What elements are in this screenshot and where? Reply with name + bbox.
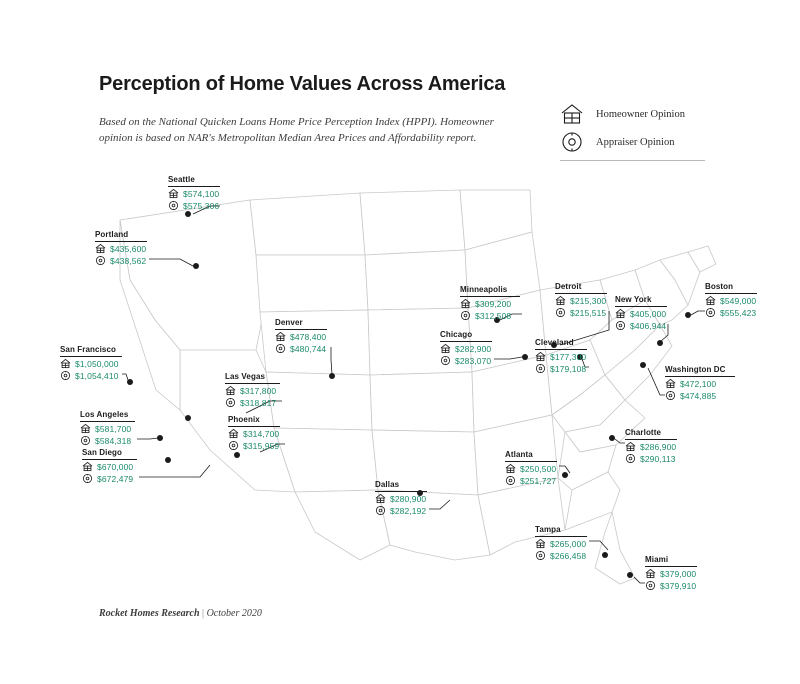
legend-item-appraiser <box>560 128 705 156</box>
house-icon <box>560 103 584 125</box>
homeowner-value: $670,000 <box>97 461 134 472</box>
homeowner-value: $1,050,000 <box>75 358 119 369</box>
city-underline <box>225 383 280 384</box>
usa-map <box>60 160 760 600</box>
city-name: Washington DC <box>665 365 726 374</box>
appraiser-value: $584,318 <box>95 435 132 446</box>
footer-source: Rocket Homes Research <box>99 608 200 619</box>
city-label <box>82 448 137 484</box>
city-label <box>225 372 280 408</box>
appraiser-target-icon <box>535 550 546 561</box>
city-underline <box>505 461 557 462</box>
label-leader-line <box>634 577 645 583</box>
city-name: Boston <box>705 282 734 291</box>
appraiser-value-row <box>225 397 280 408</box>
homeowner-value: $309,200 <box>475 298 512 309</box>
appraiser-value-row <box>645 580 697 591</box>
city-label <box>460 285 520 321</box>
appraiser-target-icon <box>95 255 106 266</box>
city-marker-dot[interactable] <box>522 354 528 360</box>
appraiser-target-icon <box>375 505 386 516</box>
city-label <box>80 410 135 446</box>
appraiser-value-row <box>705 307 757 318</box>
house-icon <box>60 358 71 369</box>
appraiser-value-row <box>80 435 135 446</box>
appraiser-value-row <box>60 370 122 381</box>
appraiser-value: $318,817 <box>240 397 277 408</box>
appraiser-target-icon <box>275 343 286 354</box>
page-title: Perception of Home Values Across America <box>99 73 506 96</box>
house-icon <box>615 308 626 319</box>
city-underline <box>375 491 427 492</box>
label-leader-line <box>648 368 665 395</box>
appraiser-value-row <box>375 505 427 516</box>
homeowner-value: $574,100 <box>183 188 220 199</box>
city-name: Phoenix <box>228 415 260 424</box>
appraiser-value: $283,070 <box>455 355 492 366</box>
label-leader-line <box>139 465 210 477</box>
house-icon <box>80 423 91 434</box>
appraiser-value: $179,108 <box>550 363 587 374</box>
house-icon <box>665 378 676 389</box>
house-icon <box>228 428 239 439</box>
house-icon <box>95 243 106 254</box>
homeowner-value: $581,700 <box>95 423 132 434</box>
homeowner-value-row <box>625 441 677 452</box>
city-marker-dot[interactable] <box>329 373 335 379</box>
house-icon <box>168 188 179 199</box>
city-underline <box>555 293 607 294</box>
appraiser-value: $251,727 <box>520 475 557 486</box>
city-marker-dot[interactable] <box>193 263 199 269</box>
appraiser-value-row <box>555 307 607 318</box>
legend <box>560 100 705 156</box>
city-underline <box>82 459 137 460</box>
appraiser-value: $215,515 <box>570 307 607 318</box>
label-leader-line <box>331 347 332 374</box>
house-icon <box>535 538 546 549</box>
house-icon <box>225 385 236 396</box>
city-name: Minneapolis <box>460 285 508 294</box>
city-marker-dot[interactable] <box>562 472 568 478</box>
label-leader-line <box>589 541 608 550</box>
city-label <box>168 175 220 211</box>
city-label <box>535 338 587 374</box>
homeowner-value: $435,600 <box>110 243 147 254</box>
city-underline <box>535 536 587 537</box>
appraiser-value: $379,910 <box>660 580 697 591</box>
appraiser-value: $672,479 <box>97 473 134 484</box>
house-icon <box>82 461 93 472</box>
label-leader-line <box>691 311 705 315</box>
city-marker-dot[interactable] <box>609 435 615 441</box>
homeowner-value-row <box>535 538 587 549</box>
appraiser-value-row <box>535 363 587 374</box>
city-underline <box>645 566 697 567</box>
city-label <box>535 525 587 561</box>
appraiser-target-icon <box>705 307 716 318</box>
appraiser-value-row <box>95 255 147 266</box>
city-name: Los Angeles <box>80 410 129 419</box>
house-icon <box>440 343 451 354</box>
page-subtitle: Based on the National Quicken Loans Home Price Perception Index (HPPI). Homeowner opinion is based on NAR's Metropolitan Median Area Prices and Affordability report. <box>99 116 494 144</box>
city-underline <box>615 306 667 307</box>
city-name: Las Vegas <box>225 372 266 381</box>
appraiser-value-row <box>168 200 220 211</box>
city-label <box>228 415 280 451</box>
appraiser-value: $575,306 <box>183 200 220 211</box>
homeowner-value-row <box>645 568 697 579</box>
appraiser-target-icon <box>440 355 451 366</box>
homeowner-value-row <box>95 243 147 254</box>
appraiser-value-row <box>615 320 667 331</box>
city-label <box>375 480 427 516</box>
appraiser-value: $555,423 <box>720 307 757 318</box>
city-underline <box>60 356 122 357</box>
city-name: Seattle <box>168 175 195 184</box>
appraiser-target-icon <box>645 580 656 591</box>
city-label <box>275 318 327 354</box>
homeowner-value: $472,100 <box>680 378 717 389</box>
appraiser-target-icon <box>560 131 584 153</box>
city-marker-dot[interactable] <box>602 552 608 558</box>
city-label <box>440 330 492 366</box>
appraiser-value-row <box>505 475 557 486</box>
homeowner-value-row <box>168 188 220 199</box>
homeowner-value-row <box>275 331 327 342</box>
appraiser-value: $290,113 <box>640 453 676 464</box>
house-icon <box>625 441 636 452</box>
city-underline <box>80 421 135 422</box>
city-label <box>505 450 557 486</box>
homeowner-value-row <box>82 461 137 472</box>
appraiser-value-row <box>440 355 492 366</box>
house-icon <box>535 351 546 362</box>
city-marker-dot[interactable] <box>157 435 163 441</box>
city-label <box>645 555 697 591</box>
map-leaders-and-dots <box>60 160 760 600</box>
homeowner-value-row <box>225 385 280 396</box>
footer-separator: | <box>202 608 205 619</box>
house-icon <box>505 463 516 474</box>
appraiser-value-row <box>665 390 735 401</box>
house-icon <box>705 295 716 306</box>
city-marker-dot[interactable] <box>627 572 633 578</box>
appraiser-value: $1,054,410 <box>75 370 119 381</box>
city-marker-dot[interactable] <box>657 340 663 346</box>
city-marker-dot[interactable] <box>234 452 240 458</box>
city-underline <box>168 186 220 187</box>
homeowner-value: $265,000 <box>550 538 587 549</box>
appraiser-target-icon <box>80 435 91 446</box>
city-underline <box>625 439 677 440</box>
city-name: Cleveland <box>535 338 574 347</box>
appraiser-value: $406,944 <box>630 320 667 331</box>
city-underline <box>460 296 520 297</box>
city-name: San Francisco <box>60 345 116 354</box>
city-marker-dot[interactable] <box>127 379 133 385</box>
homeowner-value-row <box>665 378 735 389</box>
appraiser-value-row <box>460 310 520 321</box>
label-leader-line <box>137 438 158 439</box>
label-leader-line <box>149 259 193 266</box>
label-leader-line <box>494 357 522 359</box>
appraiser-value: $438,562 <box>110 255 147 266</box>
legend-item-homeowner <box>560 100 705 128</box>
legend-label-homeowner: Homeowner Opinion <box>596 108 685 120</box>
homeowner-value-row <box>375 493 427 504</box>
appraiser-target-icon <box>505 475 516 486</box>
appraiser-value: $282,192 <box>390 505 427 516</box>
label-leader-line <box>429 500 450 509</box>
appraiser-value-row <box>82 473 137 484</box>
homeowner-value: $549,000 <box>720 295 757 306</box>
city-label <box>615 295 667 331</box>
appraiser-value-row <box>228 440 280 451</box>
homeowner-value: $282,900 <box>455 343 492 354</box>
house-icon <box>555 295 566 306</box>
appraiser-target-icon <box>625 453 636 464</box>
city-name: Miami <box>645 555 669 564</box>
homeowner-value-row <box>80 423 135 434</box>
appraiser-value-row <box>625 453 677 464</box>
city-label <box>555 282 607 318</box>
appraiser-value: $480,744 <box>290 343 327 354</box>
homeowner-value: $317,800 <box>240 385 277 396</box>
city-underline <box>535 349 587 350</box>
city-name: Tampa <box>535 525 561 534</box>
homeowner-value-row <box>440 343 492 354</box>
house-icon <box>645 568 656 579</box>
house-icon <box>275 331 286 342</box>
appraiser-target-icon <box>460 310 471 321</box>
homeowner-value-row <box>705 295 757 306</box>
house-icon <box>375 493 386 504</box>
appraiser-value: $312,508 <box>475 310 512 321</box>
city-marker-dot[interactable] <box>185 415 191 421</box>
city-name: San Diego <box>82 448 123 457</box>
city-underline <box>275 329 327 330</box>
city-marker-dot[interactable] <box>185 211 191 217</box>
city-label <box>625 428 677 464</box>
city-underline <box>705 293 757 294</box>
legend-label-appraiser: Appraiser Opinion <box>596 136 675 148</box>
city-name: Portland <box>95 230 129 239</box>
appraiser-target-icon <box>228 440 239 451</box>
city-name: Atlanta <box>505 450 533 459</box>
homeowner-value: $405,000 <box>630 308 667 319</box>
city-marker-dot[interactable] <box>685 312 691 318</box>
city-name: New York <box>615 295 652 304</box>
appraiser-target-icon <box>665 390 676 401</box>
homeowner-value-row <box>615 308 667 319</box>
appraiser-value-row <box>535 550 587 561</box>
city-marker-dot[interactable] <box>640 362 646 368</box>
appraiser-target-icon <box>615 320 626 331</box>
homeowner-value-row <box>555 295 607 306</box>
homeowner-value: $250,500 <box>520 463 557 474</box>
label-leader-line <box>122 374 128 380</box>
city-label <box>95 230 147 266</box>
city-name: Dallas <box>375 480 400 489</box>
appraiser-target-icon <box>555 307 566 318</box>
appraiser-target-icon <box>225 397 236 408</box>
city-label <box>60 345 122 381</box>
appraiser-target-icon <box>535 363 546 374</box>
homeowner-value-row <box>505 463 557 474</box>
appraiser-value: $315,959 <box>243 440 280 451</box>
homeowner-value-row <box>228 428 280 439</box>
city-underline <box>665 376 735 377</box>
city-label <box>705 282 757 318</box>
city-underline <box>228 426 280 427</box>
city-marker-dot[interactable] <box>165 457 171 463</box>
appraiser-value: $266,458 <box>550 550 587 561</box>
city-name: Charlotte <box>625 428 662 437</box>
homeowner-value: $286,900 <box>640 441 677 452</box>
city-name: Chicago <box>440 330 473 339</box>
city-underline <box>440 341 492 342</box>
appraiser-target-icon <box>60 370 71 381</box>
label-leader-line <box>559 466 570 473</box>
label-leader-line <box>615 439 625 443</box>
city-label <box>665 365 735 401</box>
homeowner-value: $177,300 <box>550 351 587 362</box>
homeowner-value: $314,700 <box>243 428 280 439</box>
homeowner-value: $280,900 <box>390 493 427 504</box>
house-icon <box>460 298 471 309</box>
footer-date: October 2020 <box>206 608 262 619</box>
appraiser-target-icon <box>82 473 93 484</box>
appraiser-target-icon <box>168 200 179 211</box>
appraiser-value-row <box>275 343 327 354</box>
homeowner-value: $379,000 <box>660 568 697 579</box>
city-name: Detroit <box>555 282 582 291</box>
footer-credit <box>99 608 262 619</box>
appraiser-value: $474,885 <box>680 390 717 401</box>
city-underline <box>95 241 147 242</box>
homeowner-value-row <box>60 358 122 369</box>
homeowner-value-row <box>460 298 520 309</box>
homeowner-value-row <box>535 351 587 362</box>
homeowner-value: $215,300 <box>570 295 607 306</box>
city-name: Denver <box>275 318 303 327</box>
homeowner-value: $478,400 <box>290 331 327 342</box>
